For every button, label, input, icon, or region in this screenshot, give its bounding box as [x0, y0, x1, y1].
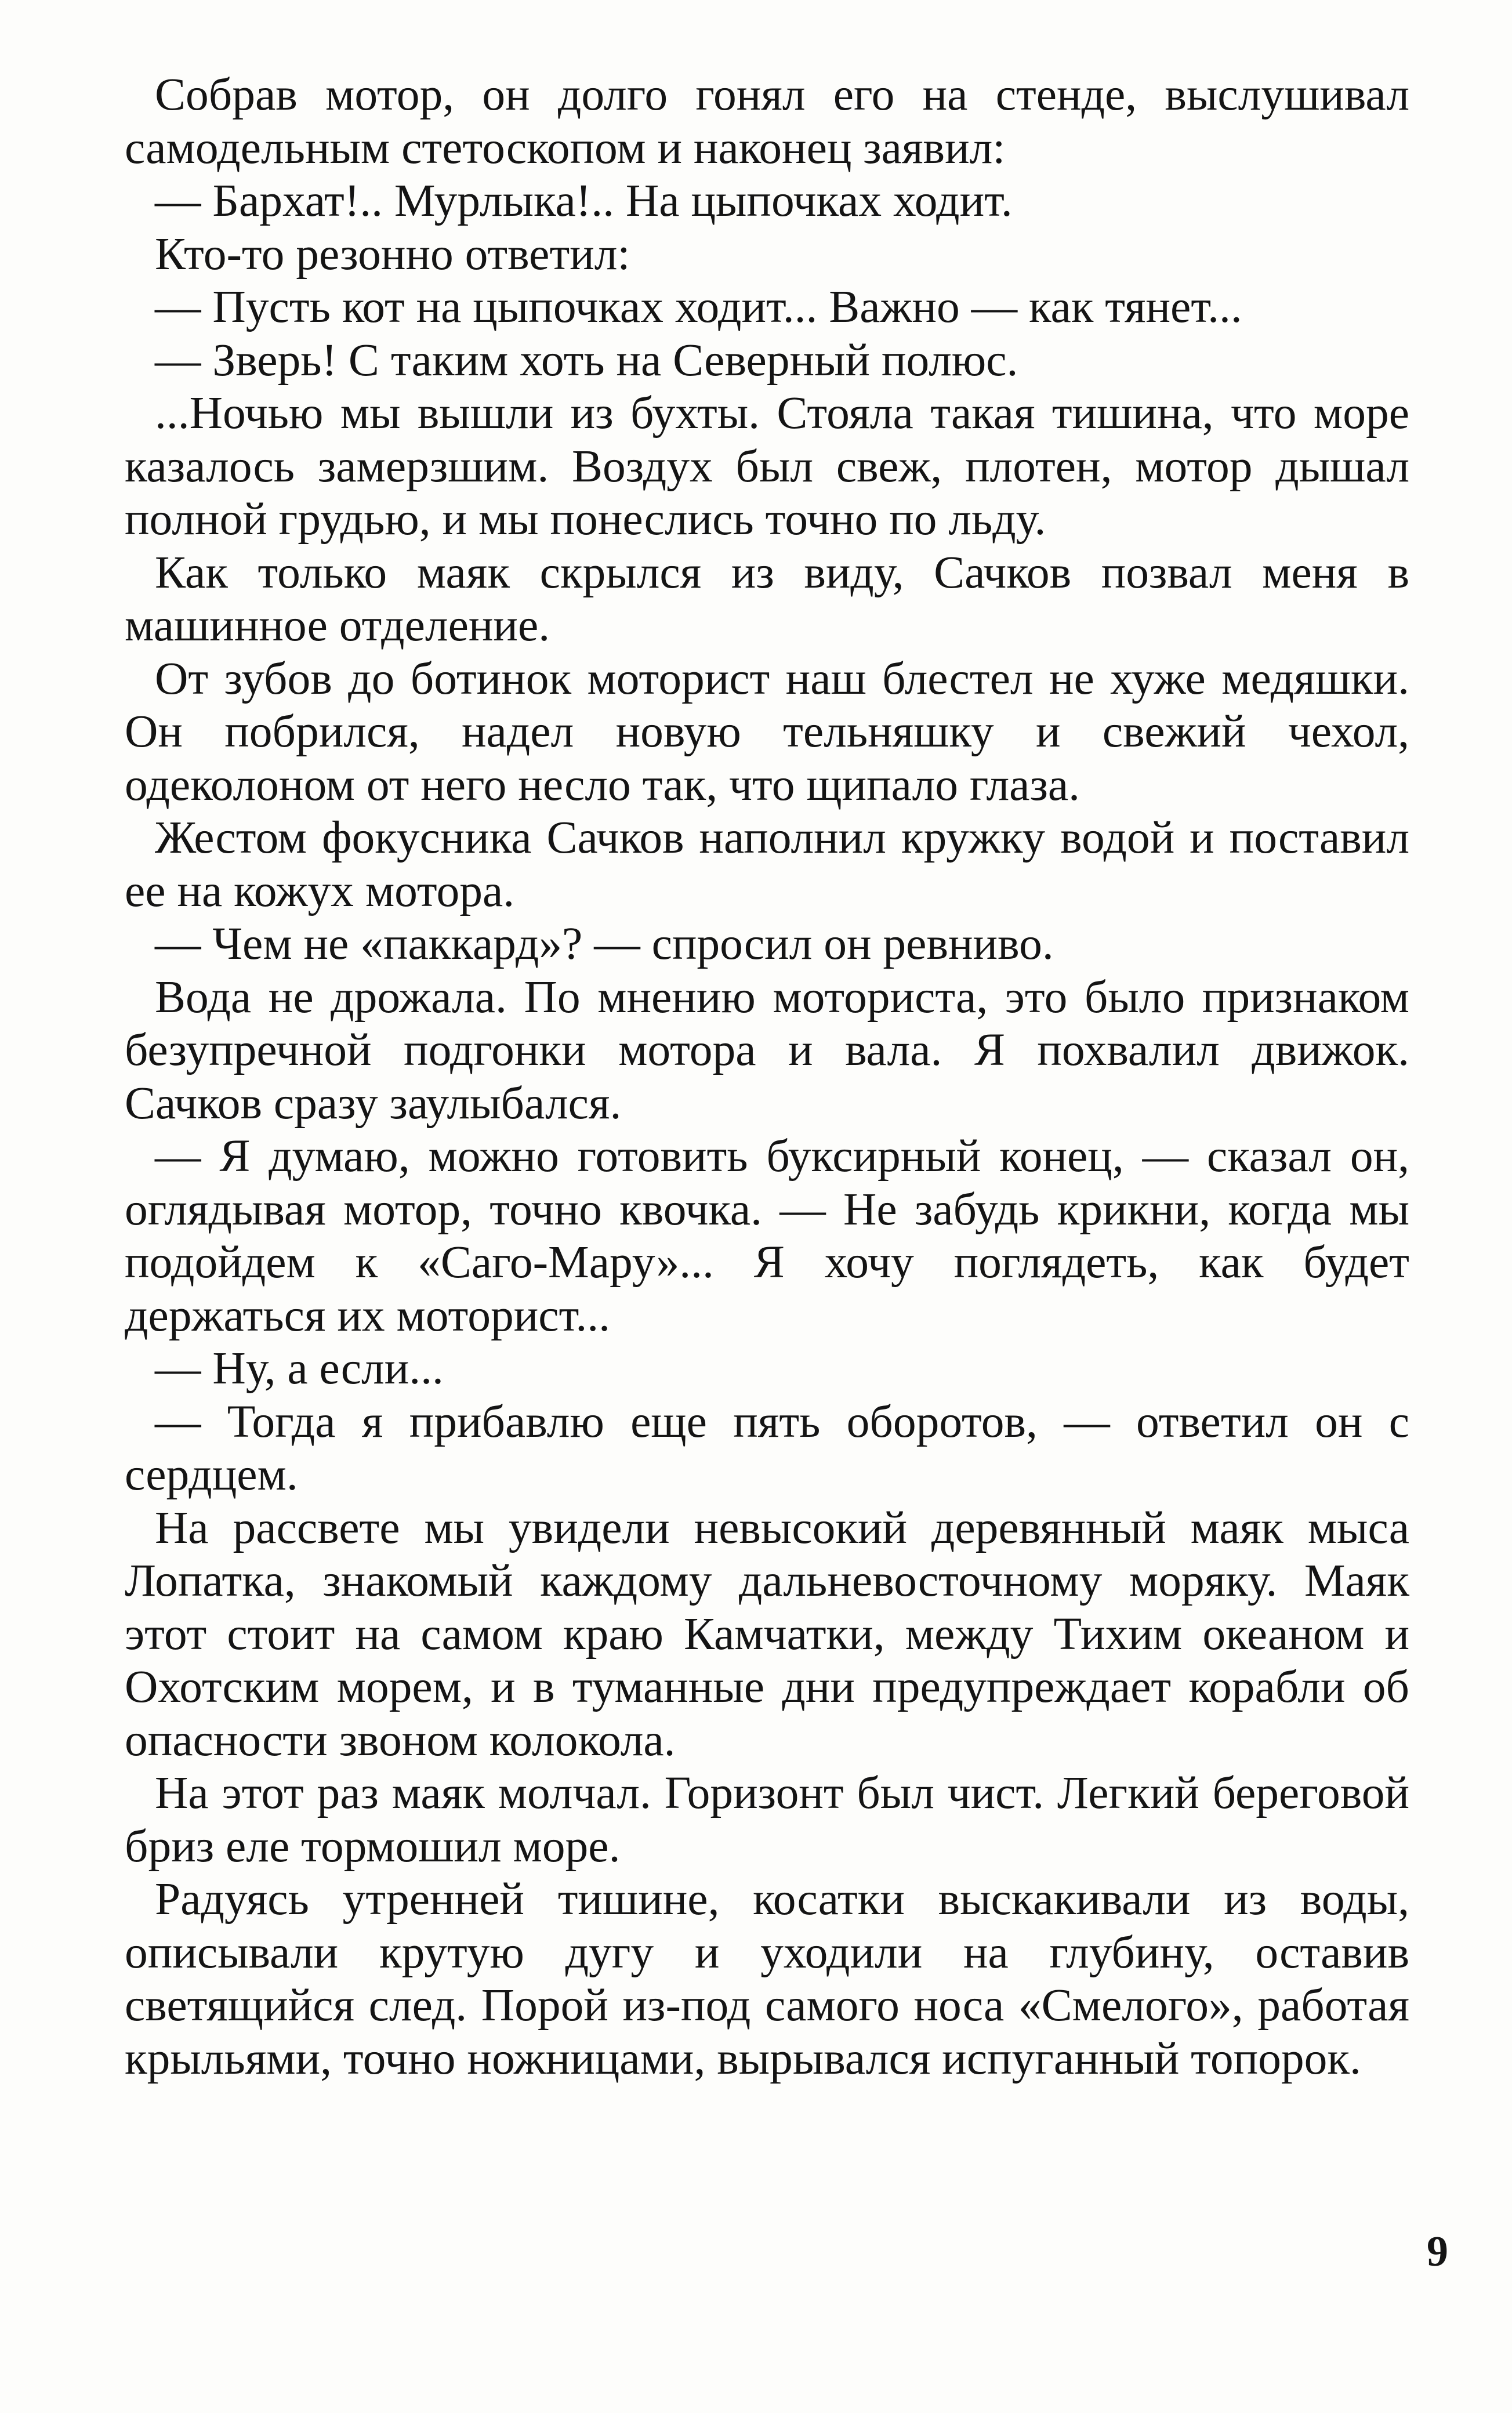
page-number: 9 [1427, 2228, 1448, 2276]
paragraph: Вода не дрожала. По мнению моториста, это было признаком безупречной подгонки мотора и вала. Я похвалил движок. Сачков сразу заулыбался. [125, 971, 1409, 1129]
paragraph: — Я думаю, можно готовить буксирный конец, — сказал он, оглядывая мотор, точно квочка. — Не забудь крикни, когда мы подойдем к «Саго-Мару»... Я хочу поглядеть, как будет держаться их моторист... [125, 1131, 1409, 1341]
paragraph: — Ну, а если... [155, 1343, 444, 1394]
paragraph: От зубов до ботинок моторист наш блестел не хуже медяшки. Он побрился, надел новую тельняшку и свежий чехол, одеколоном от него несло так, что щипало глаза. [125, 653, 1409, 810]
body-text [125, 68, 1409, 2085]
paragraph: — Чем не «паккард»? — спросил он ревниво. [155, 918, 1054, 969]
paragraph: — Бархат!.. Мурлыка!.. На цыпочках ходит. [155, 175, 1013, 226]
paragraph: — Пусть кот на цыпочках ходит... Важно — как тянет... [155, 281, 1242, 332]
paragraph: На этот раз маяк молчал. Горизонт был чист. Легкий береговой бриз еле тормошил море. [125, 1767, 1409, 1872]
paragraph: — Зверь! С таким хоть на Северный полюс. [155, 334, 1018, 386]
paragraph: Как только маяк скрылся из виду, Сачков позвал меня в машинное отделение. [125, 546, 1409, 651]
paragraph: Кто-то резонно ответил: [155, 228, 630, 280]
paragraph: Жестом фокусника Сачков наполнил кружку водой и поставил ее на кожух мотора. [125, 812, 1409, 916]
paragraph: На рассвете мы увидели невысокий деревянный маяк мыса Лопатка, знакомый каждому дальневосточному моряку. Маяк этот стоит на самом краю Камчатки, между Тихим океаном и Охотским морем, и в туманные дни предупреждает корабли об опасности звоном колокола. [125, 1502, 1409, 1766]
paragraph: Радуясь утренней тишине, косатки выскакивали из воды, описывали крутую дугу и уходили на глубину, оставив светящийся след. Порой из-под самого носа «Смелого», работая крыльями, точно ножницами, вырывался испуганный топорок. [125, 1874, 1409, 2084]
paragraph: — Тогда я прибавлю еще пять оборотов, — ответил он с сердцем. [125, 1396, 1409, 1500]
paragraph: Собрав мотор, он долго гонял его на стенде, выслушивал самодельным стетоскопом и наконец заявил: [125, 69, 1409, 173]
paragraph: ...Ночью мы вышли из бухты. Стояла такая тишина, что море казалось замерзшим. Воздух был свеж, плотен, мотор дышал полной грудью, и мы понеслись точно по льду. [125, 387, 1409, 545]
